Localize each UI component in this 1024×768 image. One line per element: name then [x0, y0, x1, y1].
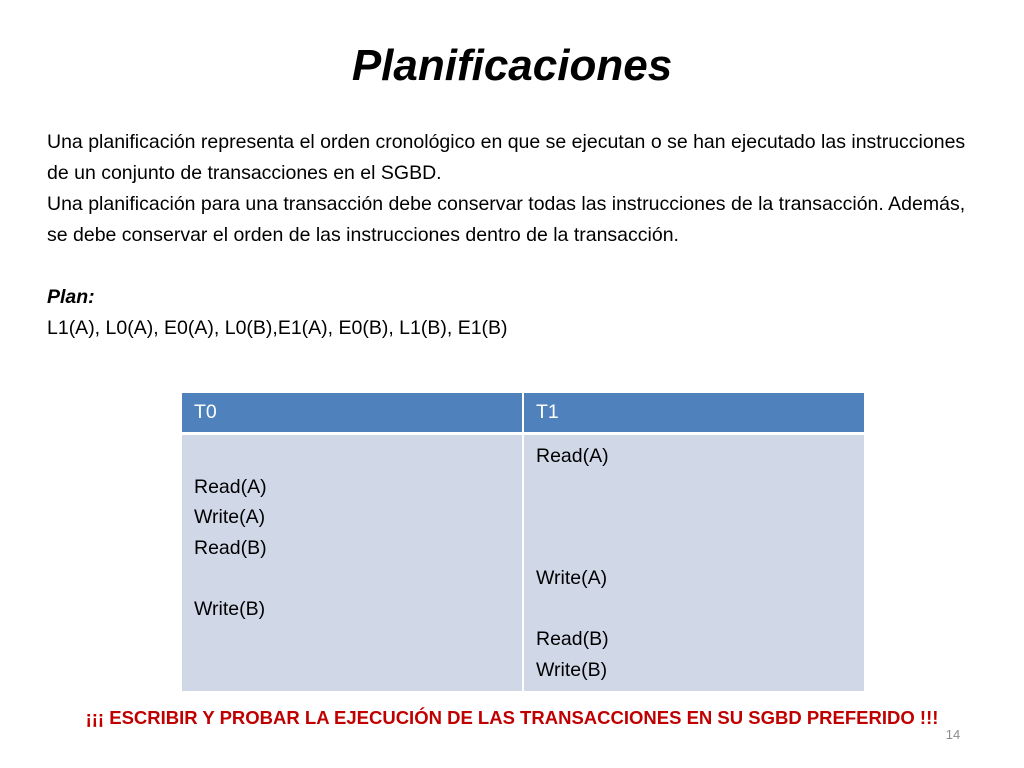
schedule-table	[182, 393, 864, 691]
t0-line: Read(A)	[194, 475, 267, 498]
slide-title: Planificaciones	[351, 41, 673, 90]
header-t0: T0	[182, 393, 523, 434]
t0-line	[194, 441, 522, 472]
exercise-note: ¡¡¡ ESCRIBIR Y PROBAR LA EJECUCIÓN DE LAS TRANSACCIONES EN SU SGBD PREFERIDO !!!	[85, 707, 939, 728]
page-number: 14	[945, 727, 961, 742]
slide-body	[47, 127, 987, 344]
t1-line: Write(B)	[536, 658, 608, 681]
t0-line: Read(B)	[194, 536, 267, 559]
t0-line: Write(A)	[194, 506, 266, 528]
t1-line: Write(A)	[536, 567, 608, 589]
header-t1: T1	[523, 393, 864, 434]
plan-sequence: L1(A), L0(A), E0(A), L0(B),E1(A), E0(B), L1(B), E1(B)	[47, 317, 508, 339]
t0-line	[194, 563, 522, 594]
t1-line	[536, 533, 864, 564]
t1-line: Read(B)	[536, 628, 609, 650]
t0-operations	[182, 434, 523, 692]
schedule-body-row	[182, 434, 864, 692]
spacer	[47, 251, 987, 282]
t1-line	[536, 472, 864, 503]
rule-paragraph: Una planificación para una transacción debe conservar todas las instrucciones de la transacción. Además, se debe conservar el orden de las instrucciones dentro de la transacción.	[47, 193, 966, 246]
t0-line	[194, 655, 522, 686]
t1-line	[536, 502, 864, 533]
t1-line	[536, 594, 864, 625]
t1-line: Read(A)	[536, 445, 609, 467]
definition-paragraph: Una planificación representa el orden cronológico en que se ejecutan o se han ejecutado las instrucciones de un conjunto de transacciones en el SGBD.	[47, 131, 966, 184]
t0-line	[194, 624, 522, 655]
t1-operations	[523, 434, 864, 692]
schedule-header-row	[182, 393, 864, 434]
t0-line: Write(B)	[194, 597, 266, 620]
plan-label: Plan:	[47, 286, 95, 308]
